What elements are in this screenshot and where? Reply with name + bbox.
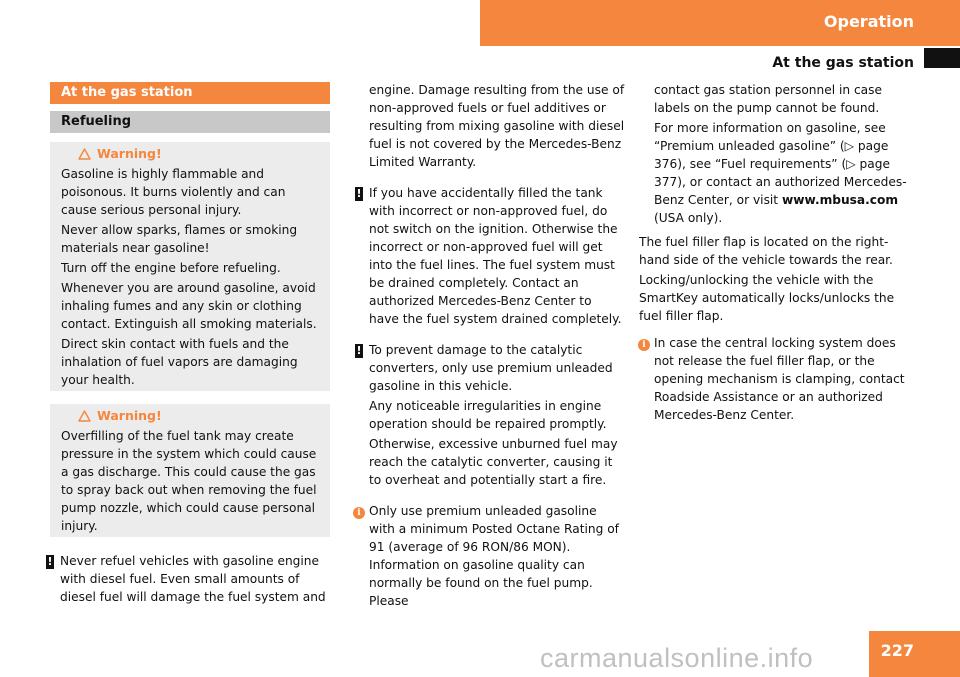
caution-text: Any noticeable irregularities in engine operation should be repaired promptly.	[369, 399, 607, 431]
warning-box-2	[50, 404, 330, 537]
website-link[interactable]: www.mbusa.com	[781, 193, 899, 207]
page-number-tab	[869, 631, 960, 677]
warning-paragraph: Turn off the engine before refueling.	[61, 261, 281, 275]
header-section-title: Operation	[823, 12, 914, 31]
caution-note-3	[356, 341, 625, 489]
body-paragraph: Locking/unlocking the vehicle with the SmartKey automatically locks/unlocks the fuel filler flap.	[639, 273, 895, 323]
caution-note-2	[356, 184, 625, 328]
info-note-continuation	[639, 81, 917, 227]
body-paragraph: The fuel filler flap is located on the right-hand side of the vehicle towards the rear.	[639, 235, 893, 267]
caution-exclamation-icon: !	[356, 344, 362, 357]
caution-exclamation-icon: !	[47, 555, 53, 568]
page-number: 227	[880, 641, 914, 660]
warning-title: Warning!	[61, 145, 325, 163]
info-icon: i	[638, 339, 650, 351]
header-marker-block	[924, 48, 960, 68]
page-ref-arrow-icon: ▷	[846, 157, 856, 171]
subsection-heading: Refueling	[50, 111, 330, 133]
warning-paragraph: Overfilling of the fuel tank may create pressure in the system which could cause a gas discharge. This could cause the gas to spray back out when removing the fuel pump nozzle, which could cause personal injury.	[61, 429, 317, 533]
caution-text: To prevent damage to the catalytic converters, only use premium unleaded gasoline in this vehicle.	[369, 343, 613, 393]
warning-triangle-icon	[78, 148, 91, 160]
info-text: In case the central locking system does not release the fuel filler flap, or the opening mechanism is clamping, contact Roadside Assistance or an authorized Mercedes-Benz Center.	[654, 336, 905, 422]
page-ref-arrow-icon: ▷	[844, 139, 855, 153]
header-subsection-title: At the gas station	[772, 55, 914, 71]
warning-title: Warning!	[61, 407, 325, 425]
caution-text: Never refuel vehicles with gasoline engine with diesel fuel. Even small amounts of diesel fuel will damage the fuel system and	[60, 554, 326, 604]
caution-text: engine. Damage resulting from the use of non-approved fuels or fuel additives or resulting from mixing gasoline with diesel fuel is not covered by the Mercedes-Benz Limited Warranty.	[369, 83, 625, 169]
header-section-tab	[480, 0, 960, 46]
right-column	[639, 81, 917, 424]
middle-column	[356, 81, 625, 610]
info-note-2	[639, 334, 917, 424]
warning-paragraph: Whenever you are around gasoline, avoid inhaling fumes and any skin or clothing contact. Extinguish all smoking materials.	[61, 281, 317, 331]
caution-note-1	[47, 552, 330, 606]
section-heading: At the gas station	[50, 82, 330, 104]
info-text: contact gas station personnel in case labels on the pump cannot be found.	[654, 83, 882, 115]
info-text: Only use premium unleaded gasoline with a minimum Posted Octane Rating of 91 (average of 96 RON/86 MON). Information on gasoline quality can normally be found on the fuel pump. Please	[369, 504, 619, 608]
warning-paragraph: Never allow sparks, flames or smoking materials near gasoline!	[61, 223, 298, 255]
watermark: carmanualsonline.info	[540, 643, 814, 673]
left-column	[47, 82, 330, 606]
caution-text: Otherwise, excessive unburned fuel may reach the catalytic converter, causing it to overheat and potentially start a fire.	[369, 437, 618, 487]
caution-text: If you have accidentally filled the tank with incorrect or non-approved fuel, do not switch on the ignition. Otherwise the incorrect or non-approved fuel will get into the fuel lines. The fuel system must be drained completely. Contact an authorized Mercedes-Benz Center to have the fuel system drained completely.	[369, 186, 622, 326]
caution-note-continuation	[359, 81, 625, 171]
warning-box-1	[50, 142, 330, 391]
caution-exclamation-icon: !	[356, 187, 362, 200]
info-icon: i	[353, 507, 365, 519]
warning-paragraph: Gasoline is highly flammable and poisonous. It burns violently and can cause serious personal injury.	[61, 167, 286, 217]
info-text-more: For more information on gasoline, see “Premium unleaded gasoline” (▷ page 376), see “Fuel requirements” (▷ page 377), or contact an authorized Mercedes-Benz Center, or visit www.mbusa.com (USA only).	[654, 121, 907, 225]
warning-paragraph: Direct skin contact with fuels and the inhalation of fuel vapors are damaging your health.	[61, 337, 298, 387]
warning-triangle-icon	[78, 410, 91, 422]
info-note-1	[359, 502, 625, 610]
